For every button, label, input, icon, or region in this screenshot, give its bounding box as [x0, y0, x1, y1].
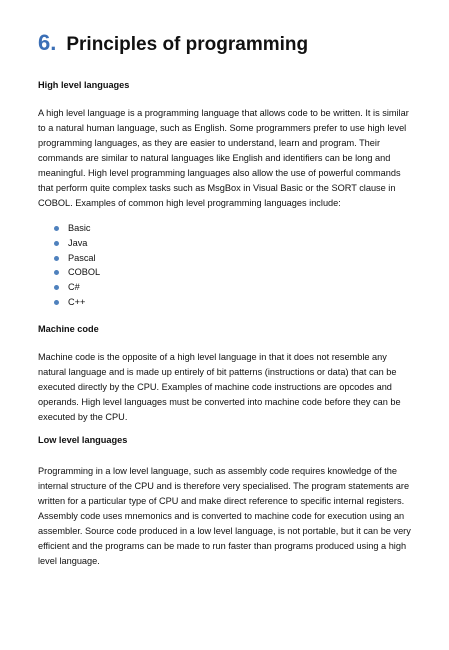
- bullet-icon: [54, 256, 59, 261]
- list-item-label: C#: [68, 282, 80, 293]
- paragraph-line: assembler. Source code produced in a low level language, is not portable, but it can be very: [38, 526, 411, 536]
- bullet-icon: [54, 270, 59, 275]
- bullet-icon: [54, 226, 59, 231]
- chapter-number: 6.: [38, 30, 57, 55]
- paragraph-line: A high level language is a programming language that allows code to be written. It is similar: [38, 108, 409, 118]
- paragraph-line: commands are similar to natural languages like English and identifiers can be long and: [38, 153, 391, 163]
- list-item-label: Java: [68, 237, 88, 248]
- list-item: [52, 251, 100, 266]
- document-page: [38, 30, 422, 566]
- paragraph-machine-code: [38, 350, 422, 425]
- bullet-icon: [54, 241, 59, 246]
- list-item-label: COBOL: [68, 267, 101, 278]
- paragraph-line: programming languages, as they are easier to understand, learn and program. Their: [38, 138, 381, 148]
- list-item: [52, 236, 100, 251]
- paragraph-line: natural language and is made up entirely of bit patterns (instructions or data) that can be: [38, 367, 397, 377]
- examples-list: [52, 221, 100, 310]
- list-item-label: Pascal: [68, 252, 96, 263]
- list-item: [52, 221, 100, 236]
- paragraph-line: meaningful. High level programming languages also allow the use of powerful commands: [38, 168, 401, 178]
- section-heading-high-level: High level languages: [38, 80, 130, 90]
- list-item: [52, 295, 100, 310]
- paragraph-line: executed by the CPU.: [38, 412, 128, 422]
- chapter-title-text: Principles of programming: [66, 34, 309, 55]
- paragraph-line: executed directly by the CPU. Examples of machine code instructions are opcodes and: [38, 382, 392, 392]
- paragraph-line: to a natural human language, such as English. Some programmers prefer to use high level: [38, 123, 407, 133]
- paragraph-line: Assembly code uses mnemonics and is converted to machine code for execution using an: [38, 511, 405, 521]
- chapter-title: [38, 30, 422, 56]
- list-item-label: Basic: [68, 223, 91, 233]
- paragraph-line: that perform quite complex tasks such as MsgBox in Visual Basic or the SORT clause in: [38, 183, 396, 193]
- section-heading-machine-code: Machine code: [38, 324, 99, 334]
- paragraph-line: Machine code is the opposite of a high level language in that it does not resemble any: [38, 352, 387, 362]
- section-heading-low-level: Low level languages: [38, 435, 128, 445]
- paragraph-line: level language.: [38, 556, 100, 566]
- paragraph-line: efficient and the programs can be made to run faster than programs produced using a high: [38, 541, 407, 551]
- paragraph-low-level: [38, 464, 422, 569]
- paragraph-line: Programming in a low level language, such as assembly code requires knowledge of the: [38, 466, 398, 476]
- list-item: [52, 280, 100, 295]
- paragraph-line: operands. High level languages must be converted into machine code before they can be: [38, 397, 401, 407]
- paragraph-line: internal structure of the CPU and is therefore very specialised. The program statements are: [38, 481, 410, 491]
- list-item-label: C++: [68, 296, 86, 307]
- paragraph-line: COBOL. Examples of common high level programming languages include:: [38, 198, 341, 208]
- bullet-icon: [54, 300, 59, 305]
- paragraph-line: written for a particular type of CPU and make direct reference to specific internal registers.: [38, 496, 405, 506]
- bullet-icon: [54, 285, 59, 290]
- list-item: [52, 265, 100, 280]
- paragraph-high-level: [38, 106, 422, 211]
